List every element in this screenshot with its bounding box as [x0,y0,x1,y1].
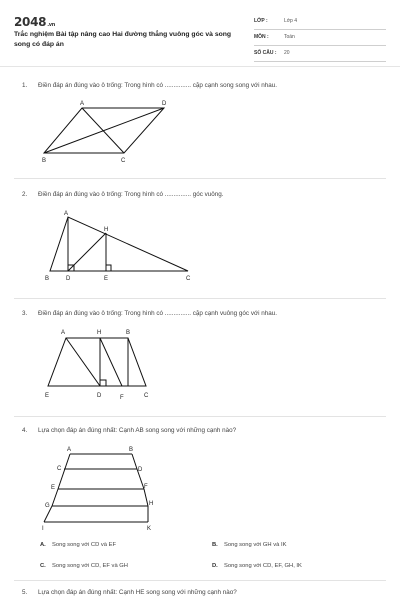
option-text: Song song với CD, EF và GH [52,563,128,569]
question-number: 1. [22,82,28,89]
question-text: Điền đáp án đúng vào ô trống: Trong hình có ............... cặp cạnh song song với nhau. [38,82,278,89]
point-label: A [67,447,72,453]
logo-text: 2048 [14,15,47,29]
side-left-middle [52,489,58,506]
point-label: C [144,393,149,399]
point-label: E [104,276,109,282]
right-angle-mark [106,265,111,271]
question-1 [22,82,277,89]
point-label: B [45,276,50,282]
question-number: 4. [22,427,28,434]
logo-tld: .vn [47,22,56,28]
shape-trapezoid [48,338,146,386]
right-angle-mark [100,380,106,386]
option-c[interactable] [40,563,128,569]
option-letter: B. [212,542,218,548]
point-label: H [104,227,109,233]
point-label: K [147,526,152,532]
point-label: E [51,485,56,491]
divider [14,298,386,299]
point-label: C [57,466,62,472]
option-letter: A. [40,542,46,548]
point-label: A [80,101,85,107]
option-letter: C. [40,563,46,569]
site-logo[interactable] [14,15,55,29]
question-text: Lựa chọn đáp án đúng nhất: Cạnh HE song song với những cạnh nào? [38,589,237,596]
divider [14,580,386,581]
side-right-lower [144,489,148,506]
point-label: F [120,395,124,401]
point-label: B [42,158,47,164]
shape-triangle-abc [50,217,188,271]
option-text: Song song với CD, EF, GH, IK [224,563,302,569]
side-right-upper [132,454,137,469]
point-label: E [45,393,50,399]
figure-parallelogram [36,98,176,168]
point-label: C [121,158,126,164]
diagonal-bd [44,108,164,153]
question-3 [22,310,277,317]
option-letter: D. [212,563,218,569]
option-b[interactable] [212,542,286,548]
point-label: D [162,101,167,107]
info-label: MÔN : [254,34,269,40]
point-label: G [45,503,50,509]
question-number: 3. [22,310,28,317]
point-label: A [64,211,69,217]
info-row-grade [254,14,386,30]
question-text: Điền đáp án đúng vào ô trống: Trong hình có ............... cặp cạnh vuông góc với nhau. [38,310,278,317]
question-5 [22,589,237,596]
point-label: D [66,276,71,282]
page-header [14,12,386,64]
point-label: D [138,467,143,473]
option-text: Song song với GH và IK [224,542,287,548]
segment-ad [66,338,100,386]
point-label: H [97,330,102,336]
info-row-count [254,46,386,62]
question-number: 5. [22,589,28,596]
point-label: A [61,330,66,336]
info-value: Lớp 4 [284,18,298,24]
info-row-subject [254,30,386,46]
option-a[interactable] [40,542,116,548]
info-label: SỐ CÂU : [254,50,277,56]
point-label: B [126,330,131,336]
divider [14,178,386,179]
info-value: Toán [284,34,295,40]
option-text: Song song với CD và EF [52,542,117,548]
point-label: C [186,276,191,282]
question-text: Lựa chọn đáp án đúng nhất: Cạnh AB song song với những cạnh nào? [38,427,237,434]
segment-hf [100,338,122,386]
question-2 [22,191,224,198]
info-label: LỚP : [254,18,268,24]
figure-stacked-trapezoids [36,442,166,532]
info-value: 20 [284,50,290,56]
question-text: Điền đáp án đúng vào ô trống: Trong hình có ............... góc vuông. [38,191,224,198]
question-number: 2. [22,191,28,198]
figure-triangle [38,205,198,285]
info-panel [254,14,386,62]
point-label: F [144,484,148,490]
question-4 [22,427,236,434]
point-label: I [42,526,44,532]
option-d[interactable] [212,563,302,569]
point-label: H [149,501,154,507]
point-label: D [97,393,102,399]
point-label: B [129,447,134,453]
figure-trapezoid [40,324,160,404]
document-title: Trắc nghiệm Bài tập nâng cao Hai đường thẳng vuông góc và song song có đáp án [14,31,232,48]
divider [14,416,386,417]
